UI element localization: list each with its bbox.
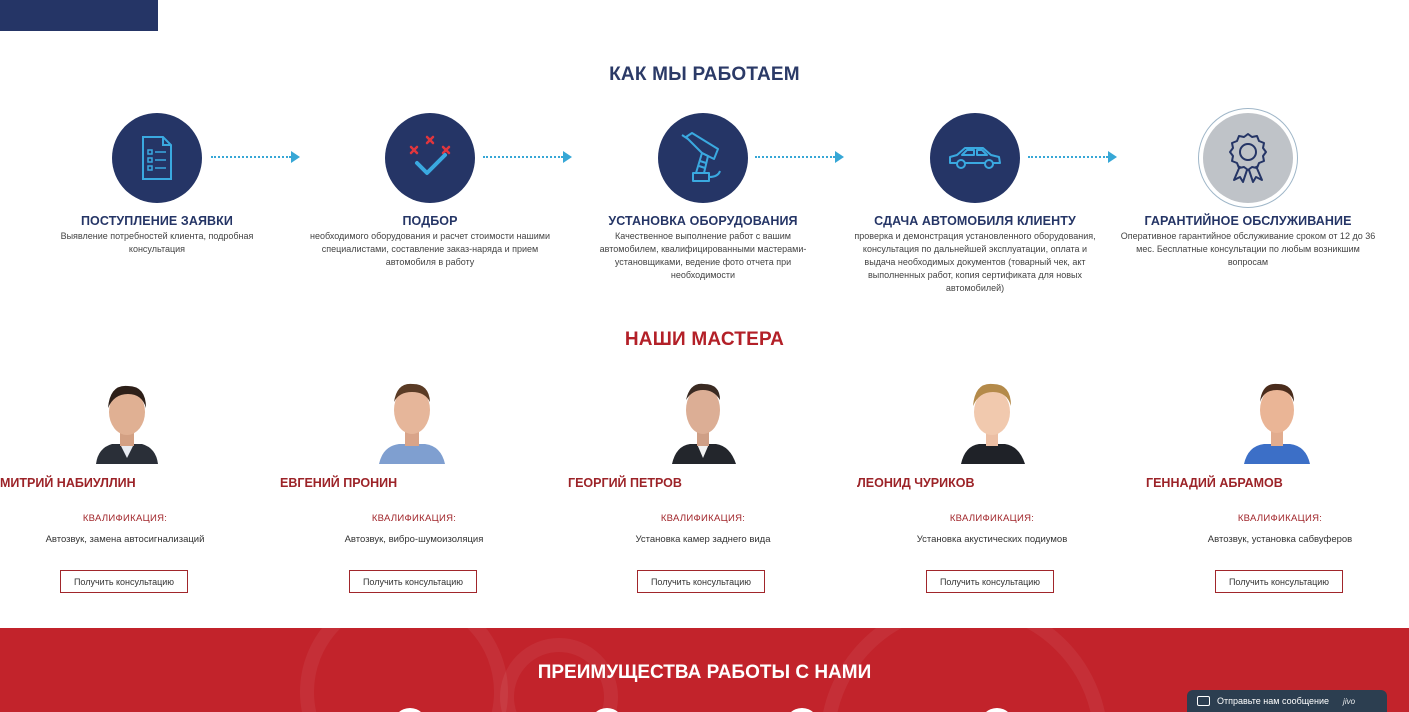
qualification-label: КВАЛИФИКАЦИЯ: bbox=[949, 513, 1035, 524]
step-icon-circle bbox=[1203, 113, 1293, 203]
step-title: ГАРАНТИЙНОЕ ОБСЛУЖИВАНИЕ bbox=[1144, 214, 1352, 228]
step-title: ПОДБОР bbox=[402, 214, 458, 228]
checkmark-selection-icon bbox=[405, 133, 455, 183]
step-title: УСТАНОВКА ОБОРУДОВАНИЯ bbox=[608, 214, 798, 228]
how-we-work-title: КАК МЫ РАБОТАЕМ bbox=[609, 64, 800, 85]
master-card bbox=[0, 378, 260, 598]
qualification-label: КВАЛИФИКАЦИЯ: bbox=[1237, 513, 1323, 524]
step-icon-circle bbox=[658, 113, 748, 203]
step-arrow bbox=[211, 151, 301, 163]
mail-icon bbox=[1197, 696, 1210, 706]
step-description: Качественное выполнение работ с вашим автомобилем, квалифицированными мастерами-установщиками, ведение фото отчета при необходимости bbox=[599, 231, 807, 280]
master-card bbox=[280, 378, 540, 598]
master-photo bbox=[957, 378, 1027, 464]
get-consultation-button[interactable]: Получить консультацию bbox=[1215, 570, 1343, 593]
chat-widget-button[interactable] bbox=[1187, 690, 1387, 712]
master-card bbox=[568, 378, 828, 598]
master-photo bbox=[377, 378, 447, 464]
step-description: проверка и демонстрация установленного оборудования, консультация по дальнейшей эксплуатации, оплата и выдача необходимых документов (товарный чек, акт выполненных работ, копия сертификата для новых автомобилей) bbox=[854, 231, 1096, 293]
top-nav-block bbox=[0, 0, 158, 31]
qualification-value: Установка акустических подиумов bbox=[916, 534, 1068, 545]
award-ribbon-icon bbox=[1228, 132, 1268, 184]
step-description: необходимого оборудования и расчет стоимости нашими специалистами, составление заказ-наряда и прием автомобиля в работу bbox=[310, 231, 550, 267]
drill-icon bbox=[678, 131, 728, 185]
masters-title: НАШИ МАСТЕРА bbox=[624, 329, 785, 350]
get-consultation-button[interactable]: Получить консультацию bbox=[637, 570, 765, 593]
qualification-label: КВАЛИФИКАЦИЯ: bbox=[371, 513, 457, 524]
step-description: Оперативное гарантийное обслуживание сроком от 12 до 36 мес. Бесплатные консультации по любым возникшим вопросам bbox=[1120, 231, 1376, 267]
step-arrow bbox=[483, 151, 573, 163]
master-photo bbox=[92, 378, 162, 464]
step-arrow bbox=[755, 151, 845, 163]
get-consultation-button[interactable]: Получить консультацию bbox=[60, 570, 188, 593]
qualification-value: Автозвук, вибро-шумоизоляция bbox=[344, 534, 484, 545]
master-card bbox=[857, 378, 1117, 598]
qualification-value: Автозвук, замена автосигнализаций bbox=[45, 534, 205, 545]
document-list-icon bbox=[135, 133, 179, 183]
advantages-title: ПРЕИМУЩЕСТВА РАБОТЫ С НАМИ bbox=[537, 662, 872, 683]
master-name: ЕВГЕНИЙ ПРОНИН bbox=[280, 476, 398, 490]
master-name: ГЕОРГИЙ ПЕТРОВ bbox=[568, 476, 682, 490]
step-title: СДАЧА АВТОМОБИЛЯ КЛИЕНТУ bbox=[874, 214, 1076, 228]
chat-label: Отправьте нам сообщение bbox=[1217, 696, 1330, 706]
qualification-value: Установка камер заднего вида bbox=[635, 534, 771, 545]
step-arrow bbox=[1028, 151, 1118, 163]
step-icon-circle bbox=[112, 113, 202, 203]
master-photo bbox=[1242, 378, 1312, 464]
get-consultation-button[interactable]: Получить консультацию bbox=[349, 570, 477, 593]
get-consultation-button[interactable]: Получить консультацию bbox=[926, 570, 1054, 593]
master-name: МИТРИЙ НАБИУЛЛИН bbox=[0, 476, 136, 490]
master-photo bbox=[668, 378, 738, 464]
car-icon bbox=[947, 143, 1003, 173]
qualification-label: КВАЛИФИКАЦИЯ: bbox=[660, 513, 746, 524]
master-card bbox=[1146, 378, 1406, 598]
chat-brand: jivo bbox=[1343, 696, 1356, 706]
master-name: ГЕННАДИЙ АБРАМОВ bbox=[1146, 476, 1283, 490]
qualification-label: КВАЛИФИКАЦИЯ: bbox=[82, 513, 168, 524]
step-icon-circle bbox=[930, 113, 1020, 203]
qualification-value: Автозвук, установка сабвуферов bbox=[1207, 534, 1353, 545]
advantage-icon bbox=[785, 708, 819, 712]
master-name: ЛЕОНИД ЧУРИКОВ bbox=[857, 476, 975, 490]
step-icon-circle bbox=[385, 113, 475, 203]
step-description: Выявление потребностей клиента, подробная консультация bbox=[60, 231, 254, 254]
step-title: ПОСТУПЛЕНИЕ ЗАЯВКИ bbox=[80, 214, 234, 228]
